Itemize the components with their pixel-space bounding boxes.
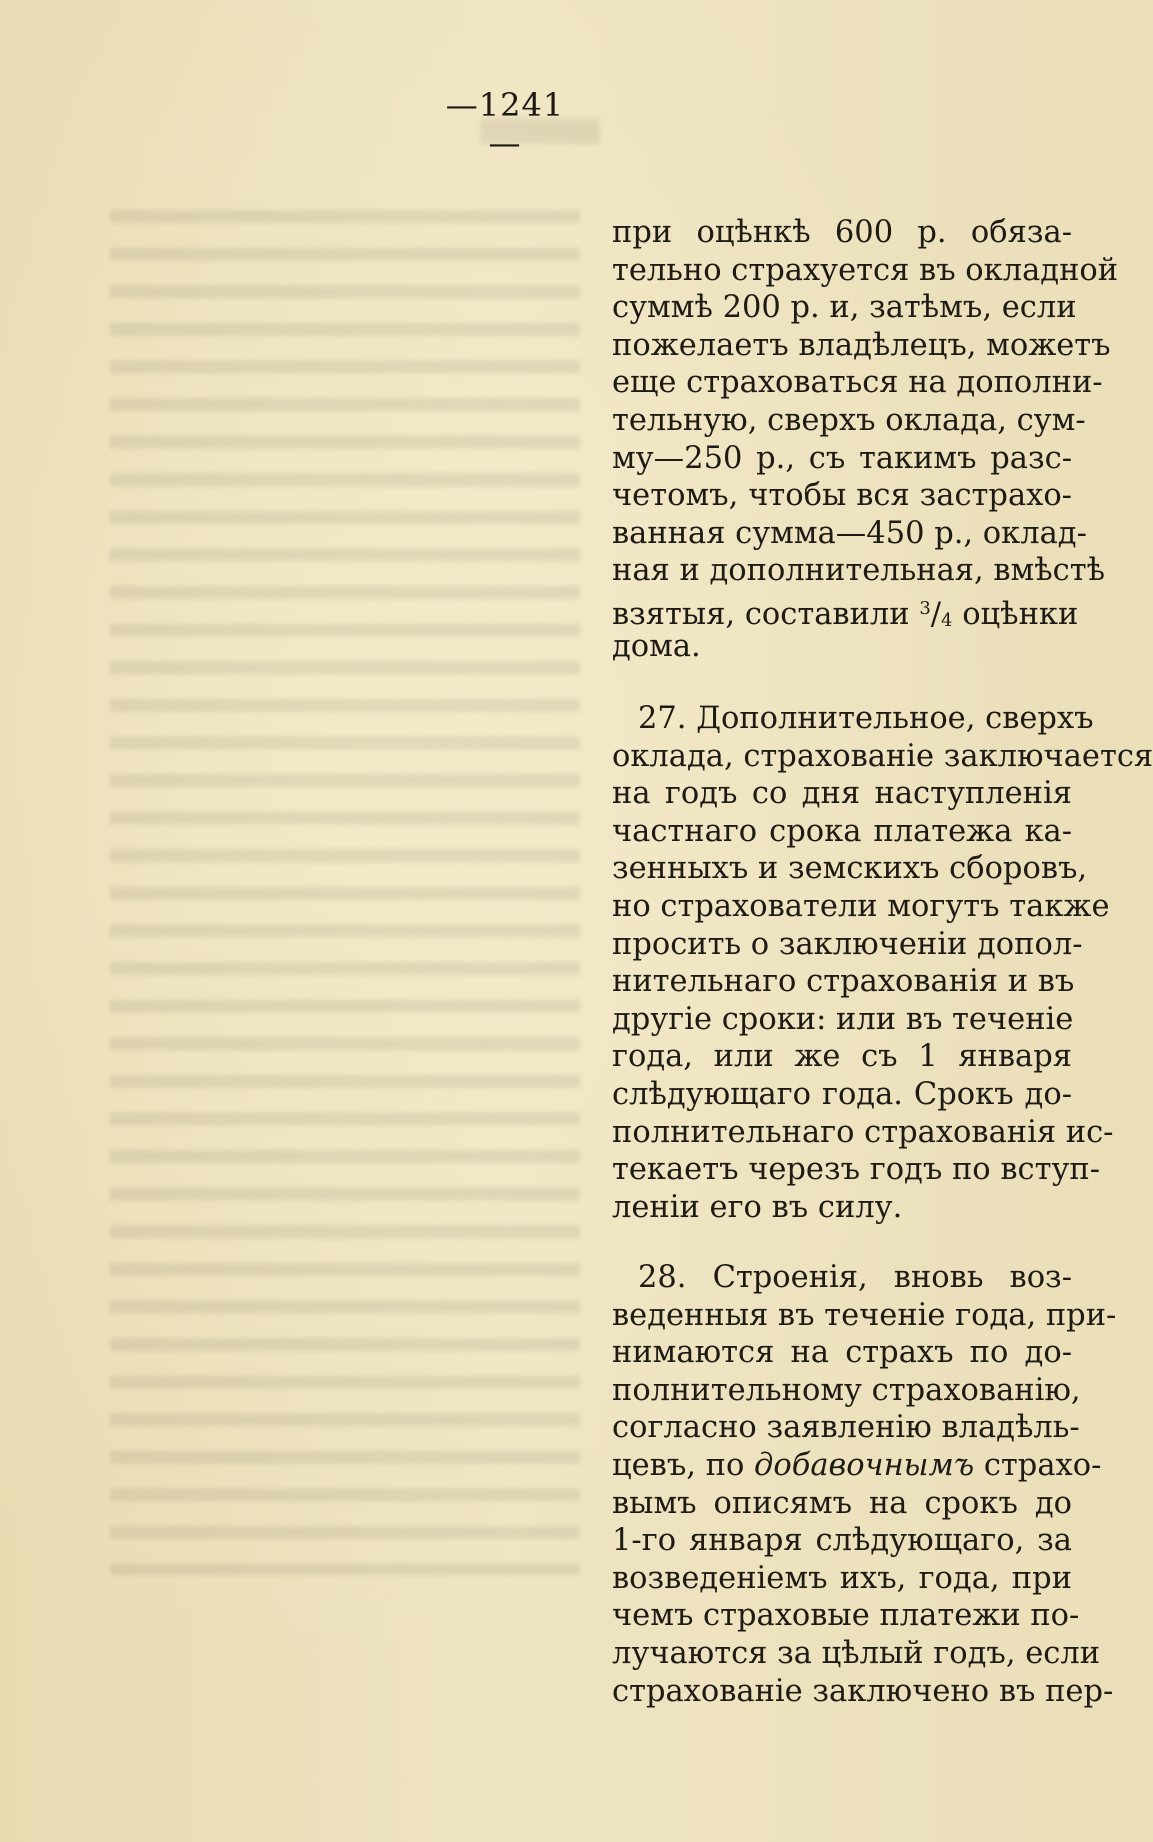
text-line: полнительному страхованію, (612, 1372, 1081, 1408)
text-line: 28. Строенія, вновь воз- (638, 1260, 1072, 1295)
text-line: но страхователи могутъ также (612, 888, 1110, 924)
text-line: возведеніемъ ихъ, года, при (612, 1560, 1072, 1596)
text-line: нимаются на страхъ по до- (612, 1335, 1072, 1371)
text-line: просить о заключеніи допол- (612, 926, 1083, 962)
text-fragment: страхо- (974, 1447, 1102, 1483)
text-line: слѣдующаго года. Срокъ до- (612, 1076, 1072, 1112)
text-line-with-fraction (612, 590, 1079, 632)
text-line: чемъ страховые платежи по- (612, 1598, 1080, 1634)
text-line: 1-го января слѣдующаго, за (612, 1523, 1072, 1559)
fraction-denominator: 4 (941, 609, 953, 631)
text-line: частнаго срока платежа ка- (612, 813, 1072, 849)
bleed-through-text (110, 195, 580, 1575)
page-number: —1241— (445, 86, 565, 162)
italic-word: добавочнымъ (754, 1447, 975, 1483)
text-line: му—250 р., съ такимъ разс- (612, 440, 1072, 476)
text-line: пожелаетъ владѣлецъ, можетъ (612, 327, 1111, 363)
text-line: оклада, страхованіе заключается (612, 738, 1153, 774)
text-fragment: оцѣнки (952, 596, 1079, 632)
text-line: вымъ описямъ на срокъ до (612, 1485, 1072, 1521)
text-line: согласно заявленію владѣль- (612, 1410, 1080, 1446)
paragraph-27 (612, 700, 1153, 1226)
text-line: зенныхъ и земскихъ сборовъ, (612, 851, 1088, 887)
fraction: $^3/_4$ (919, 596, 953, 632)
text-fragment: цевъ, по (612, 1447, 755, 1483)
text-line: четомъ, чтобы вся застрахо- (612, 478, 1072, 514)
paragraph-continuation (612, 214, 1119, 665)
text-line: тельную, сверхъ оклада, сум- (612, 402, 1086, 438)
text-line: дома. (612, 628, 701, 664)
text-line: страхованіе заключено въ пер- (612, 1673, 1114, 1709)
text-line: суммѣ 200 р. и, затѣмъ, если (612, 290, 1077, 326)
text-line: текаетъ черезъ годъ по вступ- (612, 1152, 1101, 1188)
fraction-numerator: 3 (919, 597, 931, 619)
text-line: нительнаго страхованія и въ (612, 964, 1075, 1000)
text-line: леніи его въ силу. (612, 1189, 903, 1225)
text-line: другіе сроки: или въ теченіе (612, 1001, 1074, 1037)
paragraph-28 (612, 1259, 1117, 1710)
text-line-with-italic (612, 1447, 1102, 1485)
text-line: веденныя въ теченіе года, при- (612, 1297, 1117, 1333)
text-line: еще страховаться на дополни- (612, 365, 1103, 401)
text-line: на годъ со дня наступленія (612, 776, 1072, 812)
text-line: полнительнаго страхованія ис- (612, 1114, 1114, 1150)
text-line: года, или же съ 1 января (612, 1039, 1072, 1075)
text-line: лучаются за цѣлый годъ, если (612, 1635, 1101, 1671)
text-line: при оцѣнкѣ 600 р. обяза- (612, 215, 1072, 250)
text-line: тельно страхуется въ окладной (612, 252, 1119, 288)
text-line: ванная сумма—450 р., оклад- (612, 515, 1087, 551)
text-line: ная и дополнительная, вмѣстѣ (612, 553, 1106, 589)
text-line: 27. Дополнительное, сверхъ (638, 701, 1094, 736)
text-fragment: взятыя, составили (612, 596, 920, 632)
